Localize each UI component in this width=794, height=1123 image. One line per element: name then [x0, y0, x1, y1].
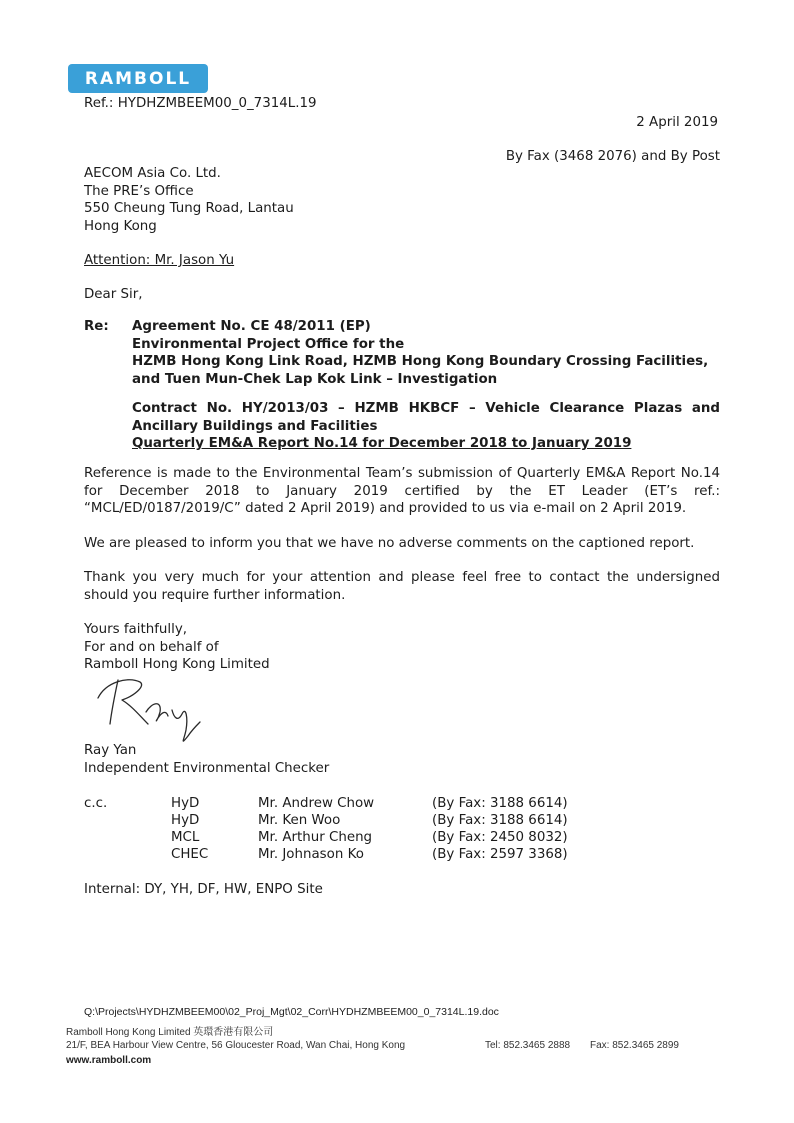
cc-org: CHEC — [171, 847, 209, 862]
body-paragraph-2: We are pleased to inform you that we have no adverse comments on the captioned report. — [84, 536, 695, 551]
re-subject-block — [132, 318, 708, 388]
re-line: Environmental Project Office for the — [132, 336, 405, 352]
recipient-address — [84, 165, 294, 235]
delivery-method: By Fax (3468 2076) and By Post — [505, 149, 720, 164]
footer-address: 21/F, BEA Harbour View Centre, 56 Gloucester Road, Wan Chai, Hong Kong — [66, 1040, 406, 1051]
attention-line: Attention: Mr. Jason Yu — [84, 253, 235, 268]
footer-fax: Fax: 852.3465 2899 — [590, 1040, 679, 1051]
cc-fax: (By Fax: 2597 3368) — [432, 847, 568, 862]
contract-block — [132, 400, 720, 453]
cc-fax: (By Fax: 2450 8032) — [432, 830, 568, 845]
cc-name: Mr. Johnason Ko — [258, 847, 364, 862]
recipient-line: Hong Kong — [84, 218, 157, 234]
closing-line: Yours faithfully, — [84, 622, 188, 637]
recipient-line: The PRE’s Office — [84, 183, 194, 199]
signatory-title: Independent Environmental Checker — [84, 761, 330, 776]
logo-text: RAMBOLL — [84, 69, 192, 89]
signatory-name: Ray Yan — [84, 743, 137, 758]
cc-org: MCL — [171, 830, 200, 845]
closing-line: Ramboll Hong Kong Limited — [84, 657, 270, 672]
cc-fax: (By Fax: 3188 6614) — [432, 813, 568, 828]
body-paragraph-3: Thank you very much for your attention and please feel free to contact the undersigned should you require further information. — [84, 570, 720, 603]
re-line: Agreement No. CE 48/2011 (EP) — [132, 319, 371, 334]
footer-tel: Tel: 852.3465 2888 — [485, 1040, 571, 1051]
letter-date: 2 April 2019 — [636, 115, 718, 130]
salutation: Dear Sir, — [84, 287, 143, 302]
recipient-line: 550 Cheung Tung Road, Lantau — [84, 201, 294, 216]
ramboll-logo — [68, 64, 208, 93]
contract-line: Ancillary Buildings and Facilities — [132, 418, 378, 434]
cc-name: Mr. Ken Woo — [258, 813, 341, 828]
cc-fax: (By Fax: 3188 6614) — [432, 796, 568, 811]
contract-line: Contract No. HY/2013/03 – HZMB HKBCF – Vehicle Clearance Plazas and — [132, 401, 720, 416]
reference-number: Ref.: HYDHZMBEEM00_0_7314L.19 — [84, 96, 317, 111]
body-paragraph-1: Reference is made to the Environmental Team’s submission of Quarterly EM&A Report No.14 for December 2018 to January 2019 certified by the ET Leader (ET’s ref.: “MCL/ED/0187/2019/C” dated 2 April 2019) and provided to us via e-mail on 2 April 2019. — [84, 466, 720, 516]
closing-line: For and on behalf of — [84, 639, 219, 655]
report-subject: Quarterly EM&A Report No.14 for December 2018 to January 2019 — [132, 436, 632, 451]
re-line: HZMB Hong Kong Link Road, HZMB Hong Kong Boundary Crossing Facilities, — [132, 354, 709, 369]
file-path: Q:\Projects\HYDHZMBEEM00\02_Proj_Mgt\02_Corr\HYDHZMBEEM00_0_7314L.19.doc — [84, 1006, 499, 1018]
cc-name: Mr. Arthur Cheng — [258, 830, 373, 845]
footer-company: Ramboll Hong Kong Limited 英環香港有限公司 — [66, 1027, 274, 1038]
cc-label: c.c. — [84, 796, 108, 811]
footer-website: www.ramboll.com — [66, 1055, 152, 1066]
handwritten-signature — [88, 672, 208, 748]
re-line: and Tuen Mun-Chek Lap Kok Link – Investigation — [132, 371, 498, 387]
recipient-line: AECOM Asia Co. Ltd. — [84, 166, 221, 181]
cc-org: HyD — [171, 813, 200, 828]
closing-block — [84, 621, 270, 674]
cc-org: HyD — [171, 796, 200, 811]
re-label: Re: — [84, 319, 109, 334]
internal-distribution: Internal: DY, YH, DF, HW, ENPO Site — [84, 882, 323, 897]
cc-name: Mr. Andrew Chow — [258, 796, 375, 811]
